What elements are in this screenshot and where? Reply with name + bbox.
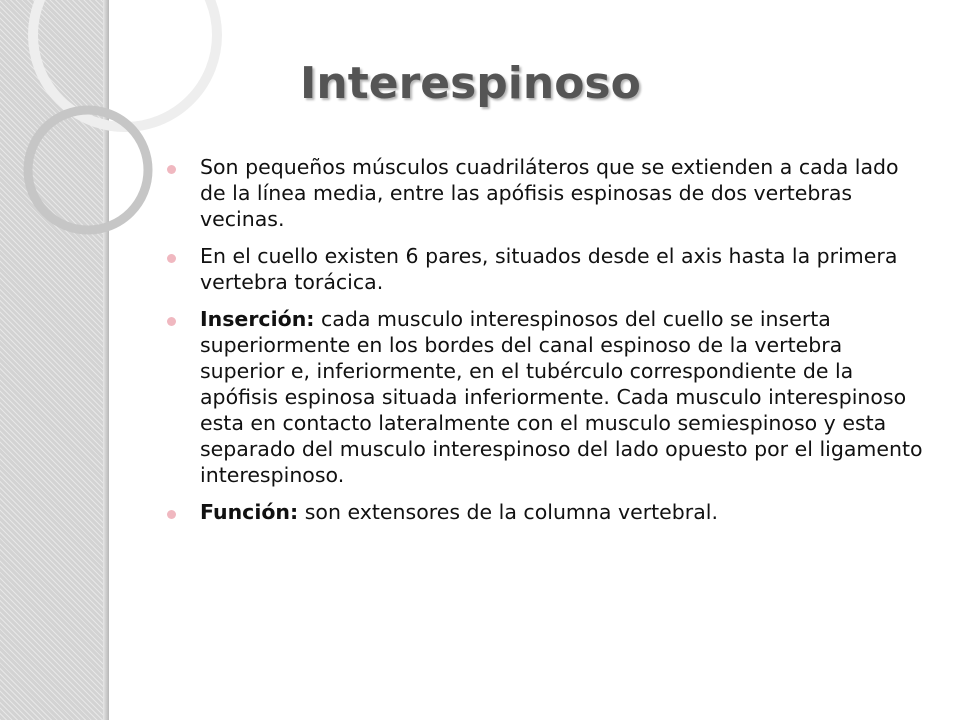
- bullet-lead-funcion: Función:: [200, 500, 299, 524]
- bullet-dot-icon: [167, 254, 176, 263]
- bullet-item: [163, 499, 928, 525]
- bullet-dot-icon: [167, 165, 176, 174]
- bullet-text: Son pequeños músculos cuadriláteros que se extienden a cada lado de la línea media, entre las apófisis espinosas de dos vertebras vecinas.: [200, 155, 899, 231]
- decorative-ring-small: [28, 110, 148, 230]
- bullet-item: [163, 306, 928, 488]
- bullet-item: [163, 243, 928, 295]
- bullet-list: [163, 154, 928, 536]
- bullet-item: [163, 154, 928, 232]
- bullet-lead-insercion: Inserción:: [200, 307, 315, 331]
- bullet-dot-icon: [167, 510, 176, 519]
- bullet-text: son extensores de la columna vertebral.: [298, 500, 719, 524]
- bullet-text: cada musculo interespinosos del cuello se inserta superiormente en los bordes del canal espinoso de la vertebra superior e, inferiormente, en el tubérculo correspondiente de la apófisis espinosa situada inferiormente. Cada musculo interespinoso esta en contacto lateralmente con el musculo semiespinoso y esta separado del musculo interespinoso del lado opuesto por el ligamento interespinoso.: [200, 307, 923, 487]
- bullet-text: En el cuello existen 6 pares, situados desde el axis hasta la primera vertebra torácica.: [200, 244, 898, 294]
- bullet-dot-icon: [167, 317, 176, 326]
- decorative-ring-large: [33, 0, 217, 127]
- slide-title: Interespinoso: [300, 58, 641, 109]
